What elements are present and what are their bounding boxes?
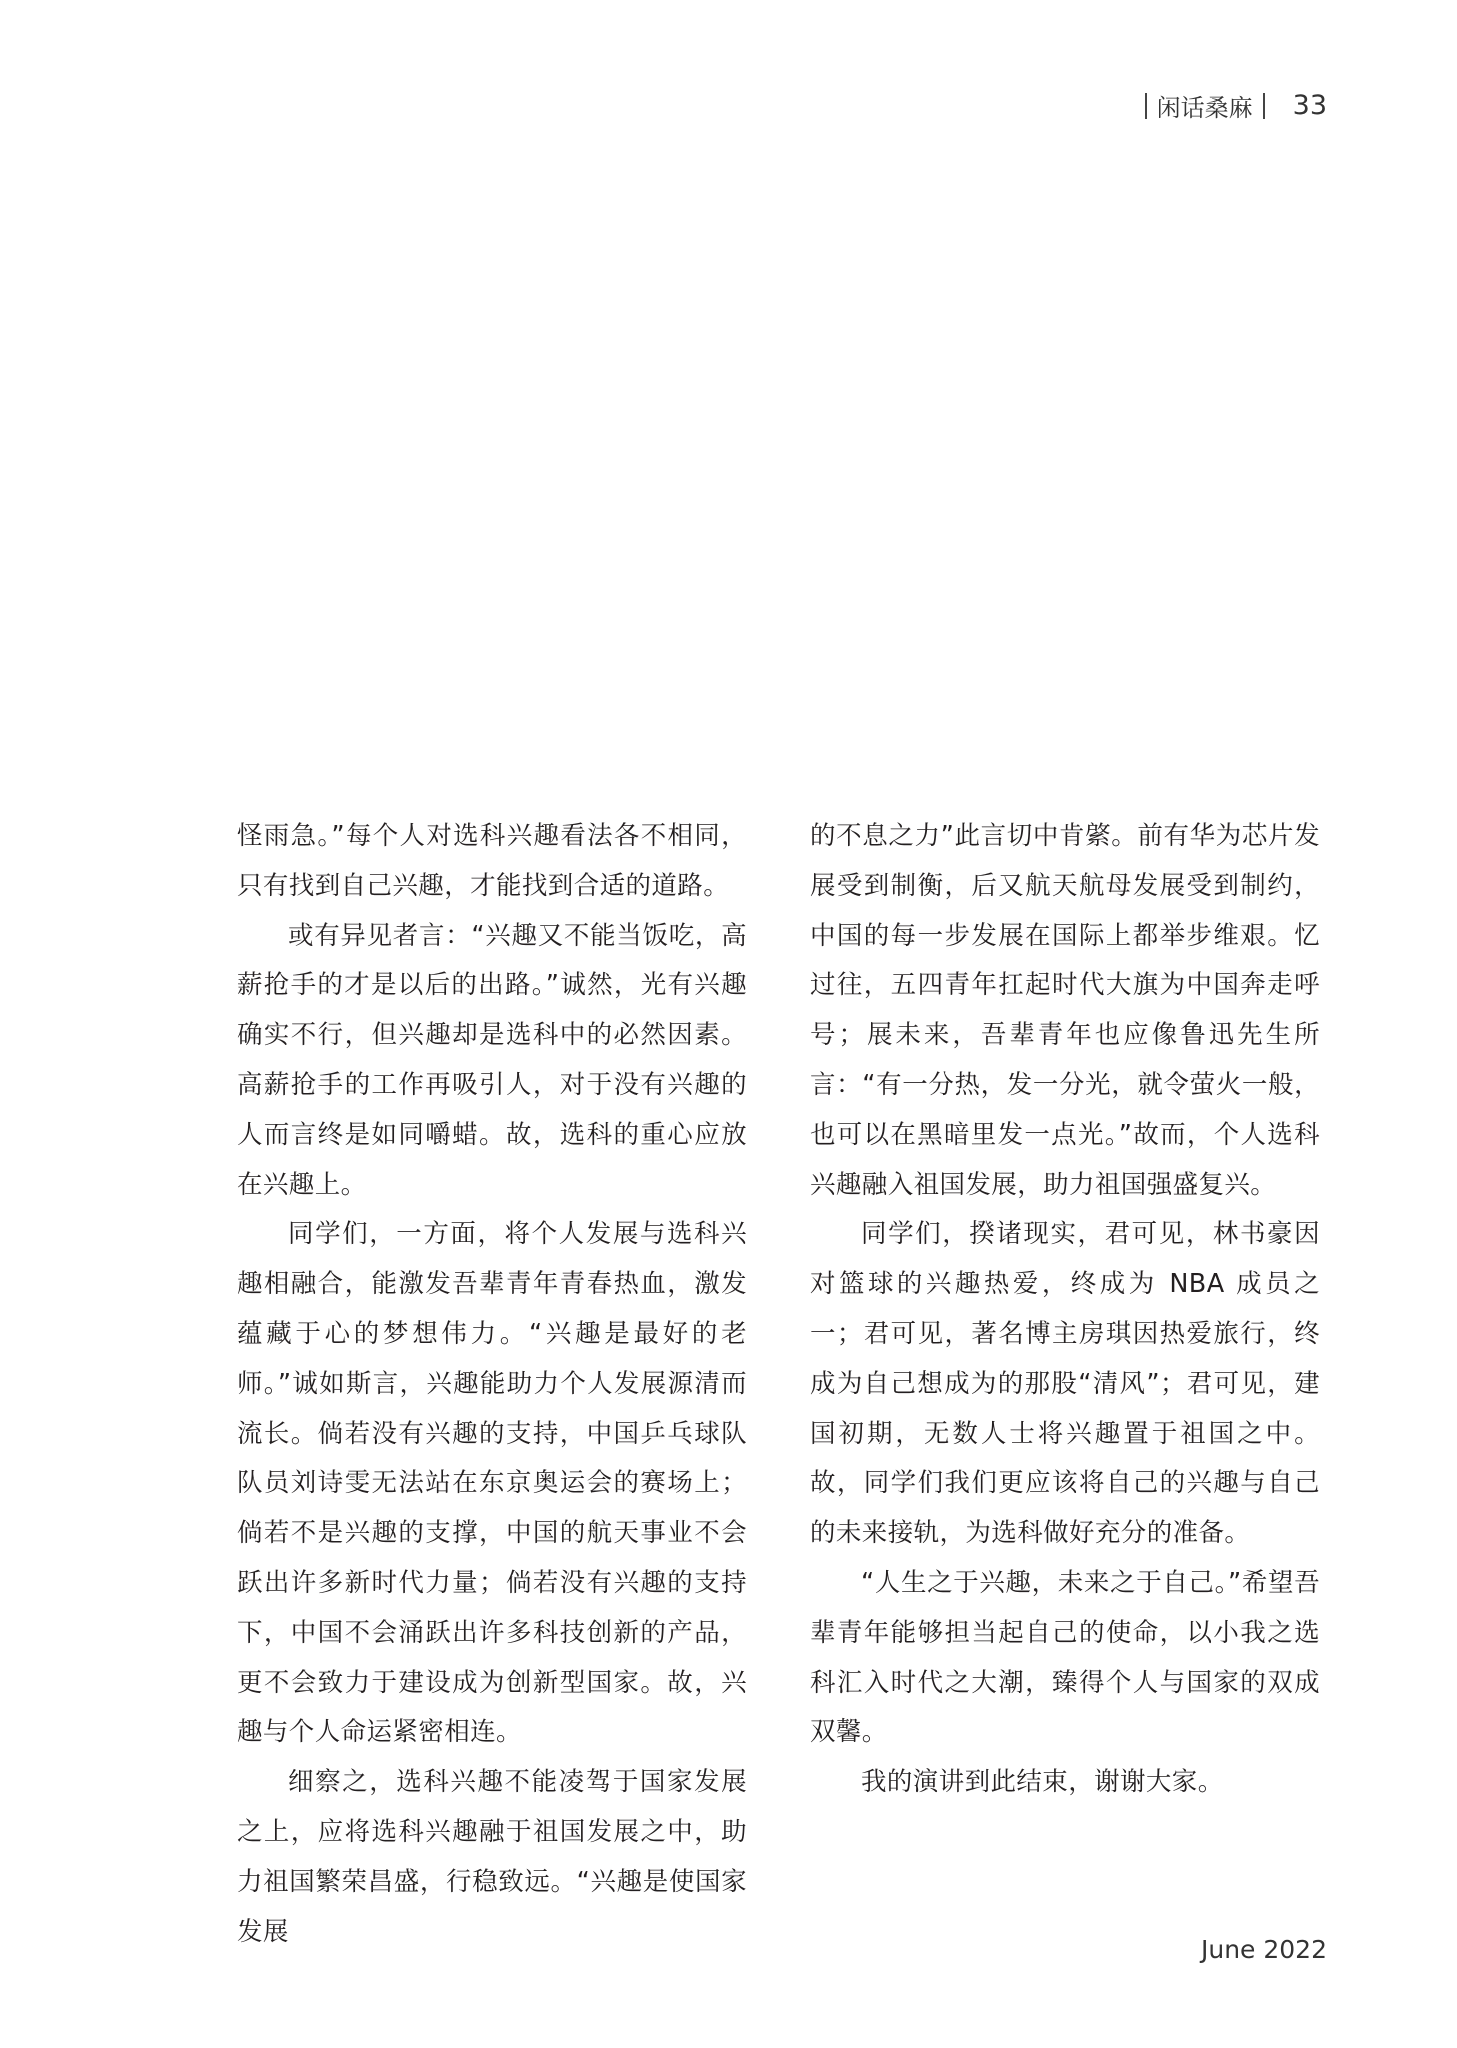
- paragraph: 同学们，一方面，将个人发展与选科兴趣相融合，能激发吾辈青年青春热血，激发蕴藏于心的梦想伟力。“兴趣是最好的老师。”诚如斯言，兴趣能助力个人发展源清而流长。倘若没有兴趣的支持，中国乒乓球队队员刘诗雯无法站在东京奥运会的赛场上；倘若不是兴趣的支撑，中国的航天事业不会跃出许多新时代力量；倘若没有兴趣的支持下，中国不会涌跃出许多科技创新的产品，更不会致力于建设成为创新型国家。故，兴趣与个人命运紧密相连。: [237, 1219, 747, 1748]
- issue-date: June 2022: [1200, 1935, 1327, 1964]
- section-title: 闲话桑麻: [1156, 94, 1253, 122]
- header-divider-left: [1145, 93, 1147, 119]
- paragraph: 的不息之力”此言切中肯綮。前有华为芯片发展受到制衡，后又航天航母发展受到制约，中国的每一步发展在国际上都举步维艰。忆过往，五四青年扛起时代大旗为中国奔走呼号；展未来，吾辈青年也应像鲁迅先生所言：“有一分热，发一分光，就令萤火一般，也可以在黑暗里发一点光。”故而，个人选科兴趣融入祖国发展，助力祖国强盛复兴。: [810, 821, 1320, 1200]
- paragraph: 同学们，揆诸现实，君可见，林书豪因对篮球的兴趣热爱，终成为 NBA 成员之一；君可见，著名博主房琪因热爱旅行，终成为自己想成为的那股“清风”；君可见，建国初期，无数人士将兴趣置于祖国之中。故，同学们我们更应该将自己的兴趣与自己的未来接轨，为选科做好充分的准备。: [810, 1219, 1320, 1549]
- paragraph: 细察之，选科兴趣不能凌驾于国家发展之上，应将选科兴趣融于祖国发展之中，助力祖国繁荣昌盛，行稳致远。“兴趣是使国家发展: [237, 1767, 747, 1947]
- paragraph: 或有异见者言：“兴趣又不能当饭吃，高薪抢手的才是以后的出路。”诚然，光有兴趣确实不行，但兴趣却是选科中的必然因素。高薪抢手的工作再吸引人，对于没有兴趣的人而言终是如同嚼蜡。故，选科的重心应放在兴趣上。: [237, 920, 747, 1200]
- paragraph: 我的演讲到此结束，谢谢大家。: [861, 1767, 1224, 1798]
- running-header: [1135, 88, 1327, 123]
- paragraph: “人生之于兴趣，未来之于自己。”希望吾辈青年能够担当起自己的使命，以小我之选科汇入时代之大潮，臻得个人与国家的双成双馨。: [810, 1567, 1320, 1748]
- header-divider-right: [1263, 93, 1265, 119]
- left-text-column: [237, 812, 747, 1957]
- page-number: 33: [1292, 90, 1327, 121]
- paragraph: 怪雨急。”每个人对选科兴趣看法各不相同，只有找到自己兴趣，才能找到合适的道路。: [237, 821, 747, 901]
- right-text-column: [810, 812, 1320, 1808]
